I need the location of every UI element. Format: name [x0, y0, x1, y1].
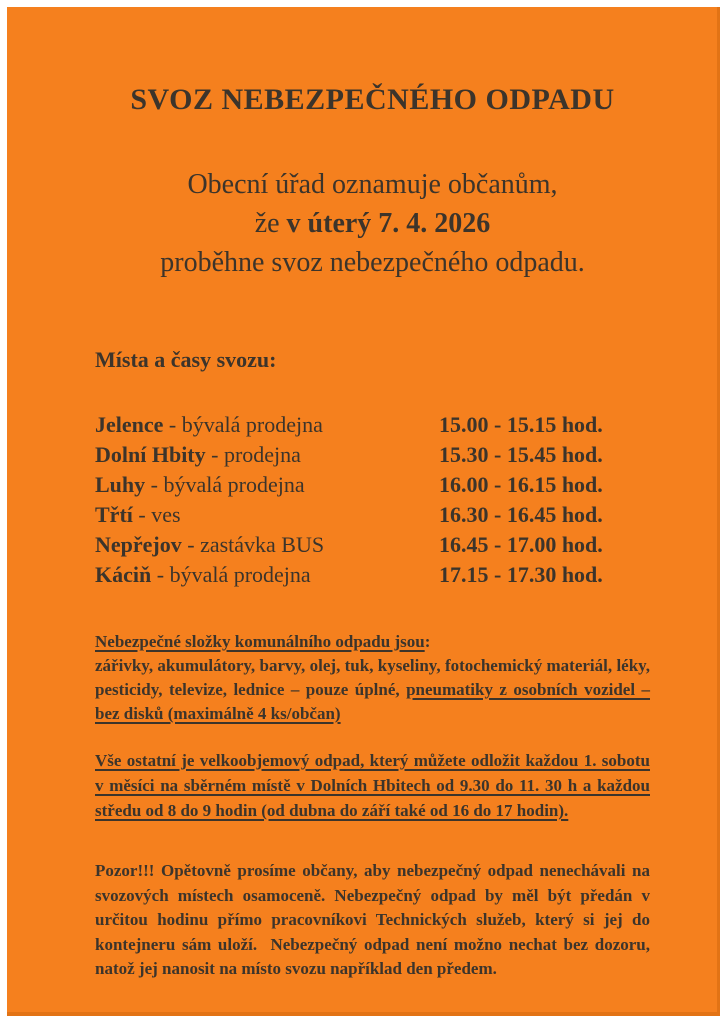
bulky-waste-paragraph [95, 748, 650, 823]
announcement [95, 165, 650, 282]
announcement-date: v úterý 7. 4. 2026 [286, 208, 491, 239]
hazard-items [95, 654, 650, 726]
place-name: Luhy [95, 472, 146, 497]
schedule-row [95, 560, 650, 590]
place-separator: - [205, 442, 224, 467]
schedule-row-location [95, 500, 439, 530]
time-range: 17.15 - 17.30 hod. [439, 562, 603, 587]
place-name: Jelence [95, 412, 164, 437]
place-separator: - [132, 502, 152, 527]
schedule-row [95, 410, 650, 440]
schedule-row [95, 500, 650, 530]
announcement-line2-prefix: že [254, 208, 287, 239]
time-range: 16.00 - 16.15 hod. [439, 472, 603, 497]
place-desc: prodejna [223, 442, 301, 467]
schedule-heading: Místa a časy svozu: [95, 347, 277, 372]
announcement-line3: proběhne svoz nebezpečného odpadu. [160, 247, 585, 278]
time-range: 16.45 - 17.00 hod. [439, 532, 603, 557]
schedule-row-location [95, 560, 439, 590]
schedule-row-location [95, 530, 439, 560]
time-range: 15.00 - 15.15 hod. [439, 412, 603, 437]
hazard-heading-text: Nebezpečné složky komunálního odpadu jsou [95, 632, 425, 651]
hazard-paragraph [95, 630, 650, 726]
bulky-waste-text: Vše ostatní je velkoobjemový odpad, který můžete odložit každou 1. sobotu v měsíci na sběrném místě v Dolních Hbitech od 9.30 do 11. 30 h a každou středu od 8 do 9 hodin (od dubna do září také od 16 do 17 hodin). [95, 751, 650, 820]
place-separator: - [151, 562, 170, 587]
place-desc: bývalá prodejna [181, 412, 323, 437]
place-desc: bývalá prodejna [169, 562, 311, 587]
place-separator: - [145, 472, 164, 497]
place-name: Nepřejov [95, 532, 182, 557]
schedule-row [95, 470, 650, 500]
place-separator: - [163, 412, 182, 437]
place-name: Káciň [95, 562, 152, 587]
place-separator: - [181, 532, 201, 557]
time-range: 16.30 - 16.45 hod. [439, 502, 603, 527]
schedule-row-location [95, 440, 439, 470]
hazard-heading [95, 630, 650, 654]
poster-sheet [7, 7, 720, 1016]
place-desc: ves [151, 502, 181, 527]
hazard-heading-colon: : [424, 632, 431, 651]
place-name: Dolní Hbity [95, 442, 206, 467]
schedule-row [95, 530, 650, 560]
warning-paragraph: Pozor!!! Opětovně prosíme občany, aby nebezpečný odpad nenechávali na svozových místech osamoceně. Nebezpečný odpad by měl být předán v určitou hodinu přímo pracovníkovi Technických služeb, který si jej do kontejneru sám uloží. Nebezpečný odpad není možno nechat bez dozoru, natož jej nanosit na místo svozu například den předem. [95, 861, 650, 978]
schedule-row-location [95, 410, 439, 440]
hazard-items-regular: zářivky, akumulátory, barvy, olej, tuk, kyseliny, fotochemický materiál, léky, pesticidy, televize, lednice – pouze úplné, [95, 656, 650, 699]
announcement-line1: Obecní úřad oznamuje občanům, [187, 169, 558, 200]
poster-content [95, 7, 650, 982]
place-desc: bývalá prodejna [163, 472, 305, 497]
place-desc: zastávka BUS [200, 532, 325, 557]
place-name: Třtí [95, 502, 133, 527]
poster-title: SVOZ NEBEZPEČNÉHO ODPADU [130, 83, 615, 116]
schedule-row [95, 440, 650, 470]
announcement-line2 [95, 204, 650, 243]
time-range: 15.30 - 15.45 hod. [439, 442, 603, 467]
schedule-row-location [95, 470, 439, 500]
hazard-items-underlined: pneumatiky z osobních vozidel – bez disků (maximálně 4 ks/občan) [95, 680, 650, 723]
schedule-table [95, 410, 650, 590]
